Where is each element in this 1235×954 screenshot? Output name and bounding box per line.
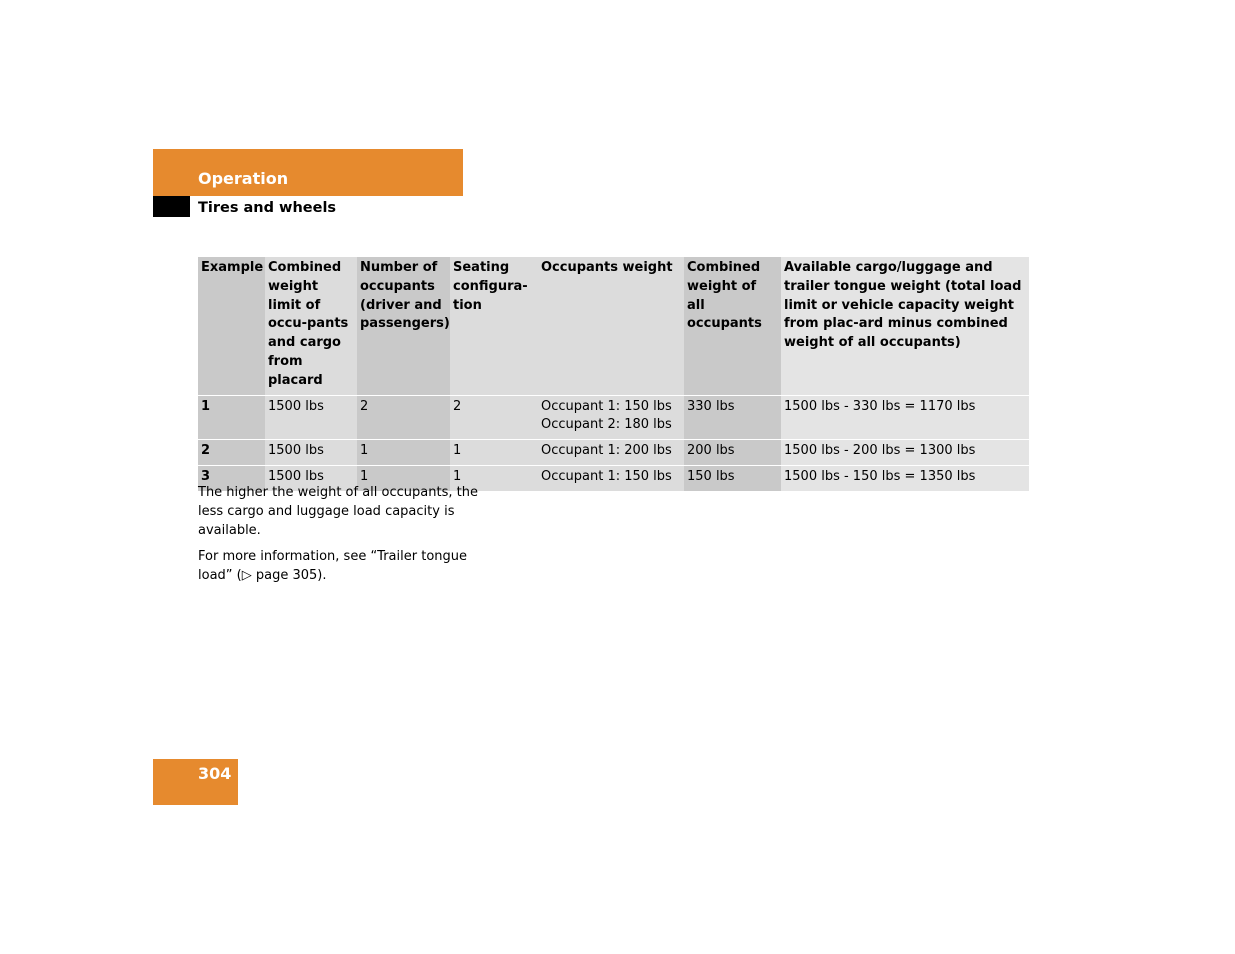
body-paragraph-more-info: For more information, see “Trailer tongue load” (▷ page 305).: [198, 549, 468, 583]
cell-occupants-weight: Occupant 1: 150 lbs: [538, 465, 684, 490]
cell-example: 2: [198, 440, 265, 466]
cell-combined: 150 lbs: [684, 465, 781, 490]
cell-available: 1500 lbs - 330 lbs = 1170 lbs: [781, 395, 1029, 440]
body-paragraph-occupant-weight: The higher the weight of all occupants, the less cargo and luggage load capacity is available.: [198, 485, 478, 538]
section-marker: [153, 196, 190, 217]
cell-occupants-weight: [538, 395, 684, 440]
cell-seating: 2: [450, 395, 538, 440]
table-row: [198, 395, 1029, 440]
cell-limit: 1500 lbs: [265, 465, 357, 490]
subsection-title: Tires and wheels: [198, 200, 337, 216]
cell-example: 3: [198, 465, 265, 490]
cell-available: 1500 lbs - 200 lbs = 1300 lbs: [781, 440, 1029, 466]
header-combined-occupants-weight: Combined weight of all occupants: [684, 257, 781, 395]
occupant-weight-line: Occupant 1: 150 lbs: [541, 398, 672, 414]
header-combined-limit: Combined weight limit of occu-pants and cargo from placard: [265, 257, 357, 395]
section-title: Operation: [198, 169, 289, 188]
cell-combined: 200 lbs: [684, 440, 781, 466]
table-row: [198, 440, 1029, 466]
cell-occupants: 1: [357, 440, 450, 466]
header-seating-configuration: Seating configura-tion: [450, 257, 538, 395]
cell-occupants: 1: [357, 465, 450, 490]
cell-combined: 330 lbs: [684, 395, 781, 440]
cell-example: 1: [198, 395, 265, 440]
load-examples-table: [198, 257, 1029, 491]
cell-seating: 1: [450, 465, 538, 490]
cell-limit: 1500 lbs: [265, 440, 357, 466]
cell-occupants-weight: Occupant 1: 200 lbs: [538, 440, 684, 466]
cell-available: 1500 lbs - 150 lbs = 1350 lbs: [781, 465, 1029, 490]
header-available-cargo: Available cargo/luggage and trailer tongue weight (total load limit or vehicle capacity weight from plac-ard minus combined weight of all occupants): [781, 257, 1029, 395]
header-number-of-occupants: Number of occupants (driver and passengers): [357, 257, 450, 395]
occupant-weight-line: Occupant 2: 180 lbs: [541, 417, 672, 433]
table-header-row: [198, 257, 1029, 395]
cell-occupants: 2: [357, 395, 450, 440]
page-number: 304: [198, 764, 232, 783]
header-occupants-weight: Occupants weight: [538, 257, 684, 395]
cell-limit: 1500 lbs: [265, 395, 357, 440]
cell-seating: 1: [450, 440, 538, 466]
header-example: Example: [198, 257, 265, 395]
